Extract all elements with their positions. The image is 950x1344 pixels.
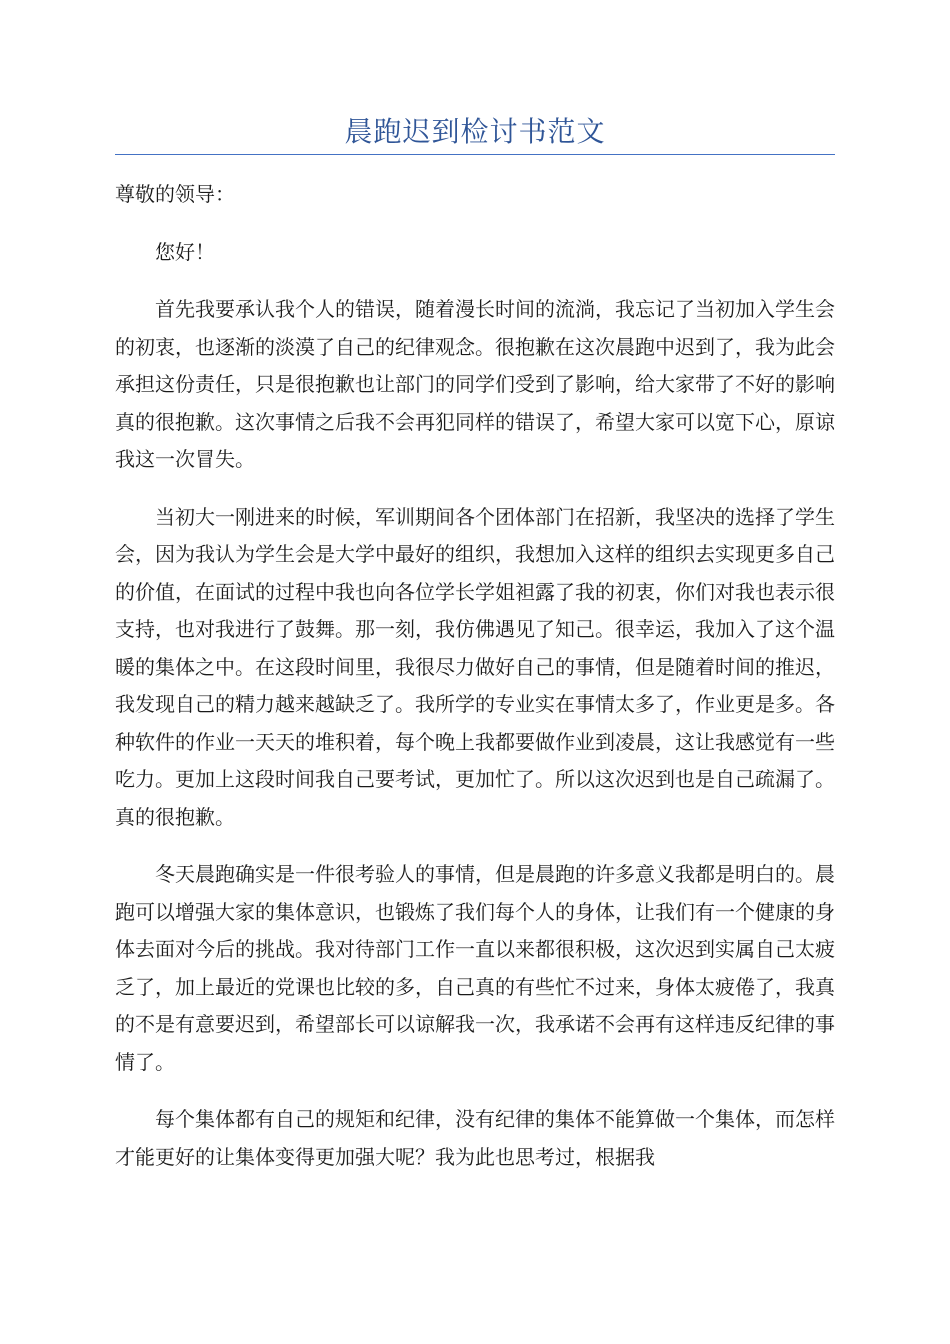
greeting: 您好！ [155, 239, 215, 264]
paragraph-3: 冬天晨跑确实是一件很考验人的事情，但是晨跑的许多意义我都是明白的。晨跑可以增强大家的集体意识，也锻炼了我们每个人的身体，让我们有一个健康的身体去面对今后的挑战。我对待部门工作一直以来都很积极，这次迟到实属自己太疲乏了，加上最近的党课也比较的多，自己真的有些忙不过来，身体太疲倦了，我真的不是有意要迟到，希望部长可以谅解我一次，我承诺不会再有这样违反纪律的事情了。 [115, 862, 835, 1074]
title-underline [115, 154, 835, 155]
paragraph-2: 当初大一刚进来的时候，军训期间各个团体部门在招新，我坚决的选择了学生会，因为我认为学生会是大学中最好的组织，我想加入这样的组织去实现更多自己的价值，在面试的过程中我也向各位学长学姐袒露了我的初衷，你们对我也表示很支持，也对我进行了鼓舞。那一刻，我仿佛遇见了知己。很幸运，我加入了这个温暖的集体之中。在这段时间里，我很尽力做好自己的事情，但是随着时间的推迟，我发现自己的精力越来越缺乏了。我所学的专业实在事情太多了，作业更是多。各种软件的作业一天天的堆积着，每个晚上我都要做作业到凌晨，这让我感觉有一些吃力。更加上这段时间我自己要考试，更加忙了。所以这次迟到也是自己疏漏了。真的很抱歉。 [115, 504, 835, 829]
paragraph-4: 每个集体都有自己的规矩和纪律，没有纪律的集体不能算做一个集体，而怎样才能更好的让集体变得更加强大呢？我为此也思考过，根据我 [115, 1107, 835, 1169]
salutation: 尊敬的领导： [115, 182, 235, 206]
document-body [115, 176, 835, 1196]
paragraph-1: 首先我要承认我个人的错误，随着漫长时间的流淌，我忘记了当初加入学生会的初衷，也逐渐的淡漠了自己的纪律观念。很抱歉在这次晨跑中迟到了，我为此会承担这份责任，只是很抱歉也让部门的同学们受到了影响，给大家带了不好的影响真的很抱歉。这次事情之后我不会再犯同样的错误了，希望大家可以宽下心，原谅我这一次冒失。 [115, 297, 835, 471]
document-title: 晨跑迟到检讨书范文 [344, 115, 606, 148]
